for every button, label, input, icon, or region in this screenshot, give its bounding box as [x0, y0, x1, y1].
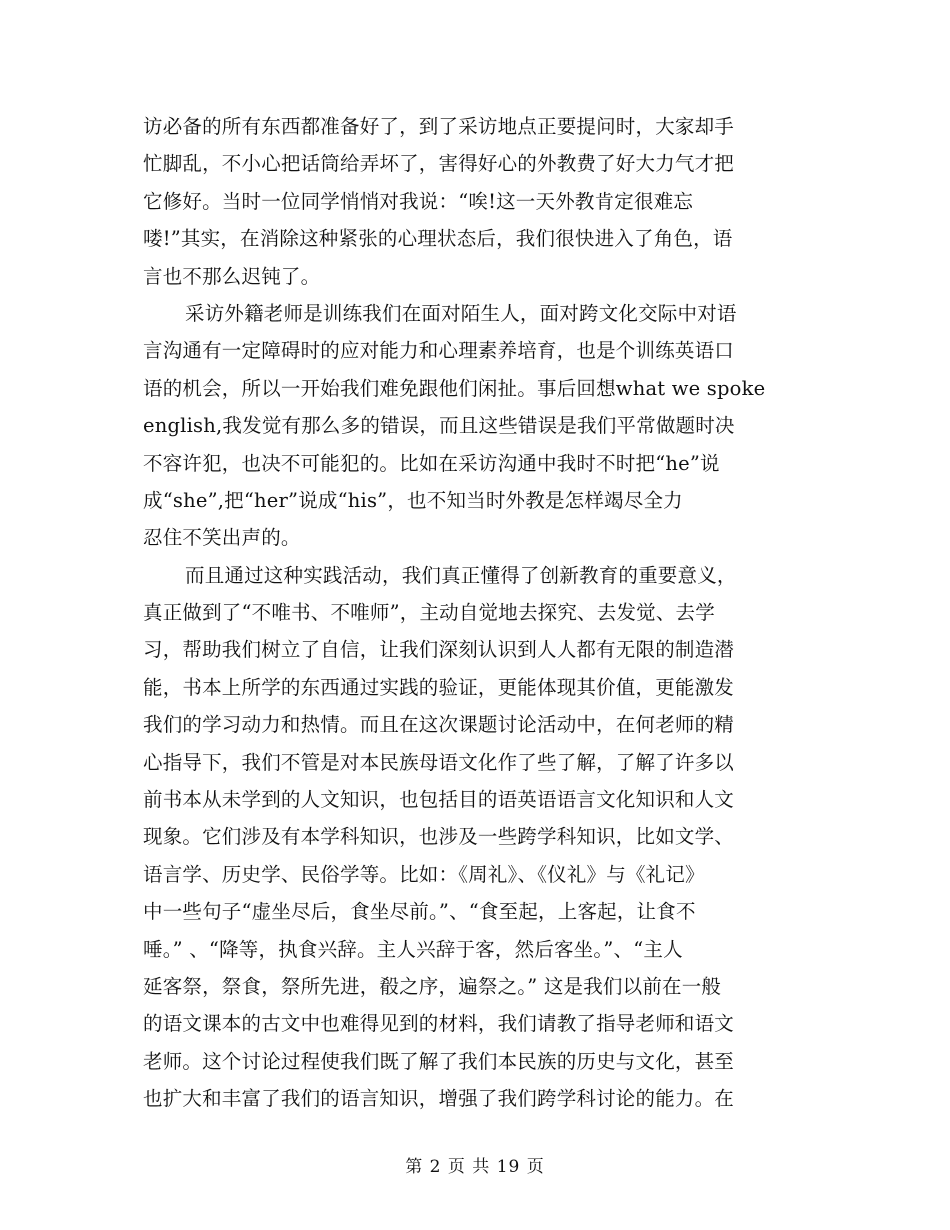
text-line: 访必备的所有东西都准备好了，到了采访地点正要提问时，大家却手: [143, 115, 735, 138]
text-line: 忙脚乱，不小心把话筒给弄坏了，害得好心的外教费了好大力气才把: [143, 152, 735, 176]
text-line: 我们的学习动力和热情。而且在这次课题讨论活动中，在何老师的精: [143, 713, 735, 737]
body-text: [143, 108, 808, 1118]
text-line: 老师。这个讨论过程使我们既了解了我们本民族的历史与文化，甚至: [143, 1049, 735, 1073]
text-line: 言也不那么迟钝了。: [143, 264, 321, 288]
text-line: 成“she”,把“her”说成“his”，也不知当时外教是怎样竭尽全力: [143, 488, 683, 512]
text-line: 延客祭，祭食，祭所先进，殽之序，遍祭之。” 这是我们以前在一般: [143, 974, 722, 998]
paragraph-first-line: 采访外籍老师是训练我们在面对陌生人，面对跨文化交际中对语: [185, 301, 737, 325]
text-line: 现象。它们涉及有本学科知识，也涉及一些跨学科知识，比如文学、: [143, 825, 735, 849]
text-line: 不容许犯，也决不可能犯的。比如在采访沟通中我时不时把“he”说: [143, 451, 720, 475]
paragraph-first-line: 而且通过这种实践活动，我们真正懂得了创新教育的重要意义，: [185, 563, 737, 587]
text-line: 它修好。当时一位同学悄悄对我说：“唉!这一天外教肯定很难忘: [143, 189, 694, 213]
text-line: 喽!”其实，在消除这种紧张的心理状态后，我们很快进入了角色，语: [143, 227, 733, 251]
text-line: 心指导下，我们不管是对本民族母语文化作了些了解，了解了许多以: [143, 750, 735, 774]
text-line: 的语文课本的古文中也难得见到的材料，我们请教了指导老师和语文: [143, 1012, 735, 1036]
text-line: 唾。” 、“降等，执食兴辞。主人兴辞于客，然后客坐。”、“主人: [143, 937, 683, 961]
text-line: 真正做到了“不唯书、不唯师”，主动自觉地去探究、去发觉、去学: [143, 601, 715, 625]
text-line: 前书本从未学到的人文知识，也包括目的语英语语言文化知识和人文: [143, 788, 735, 812]
text-line: 忍住不笑出声的。: [143, 526, 301, 550]
text-line: 习，帮助我们树立了自信，让我们深刻认识到人人都有无限的制造潜: [143, 638, 735, 662]
page-footer: 第 2 页 共 19 页: [405, 1157, 545, 1177]
text-line: 也扩大和丰富了我们的语言知识，增强了我们跨学科讨论的能力。在: [143, 1087, 735, 1111]
text-line: 语言学、历史学、民俗学等。比如：《周礼》、《仪礼》与《礼记》: [143, 862, 705, 886]
text-line: 语的机会，所以一开始我们难免跟他们闲扯。事后回想what we spoke: [143, 376, 766, 400]
text-line: english,我发觉有那么多的错误，而且这些错误是我们平常做题时决: [143, 414, 735, 438]
text-line: 中一些句子“虚坐尽后，食坐尽前。”、“食至起，上客起，让食不: [143, 900, 696, 924]
text-line: 能，书本上所学的东西通过实践的验证，更能体现其价值，更能激发: [143, 675, 735, 699]
text-line: 言沟通有一定障碍时的应对能力和心理素养培育，也是个训练英语口: [143, 339, 735, 363]
